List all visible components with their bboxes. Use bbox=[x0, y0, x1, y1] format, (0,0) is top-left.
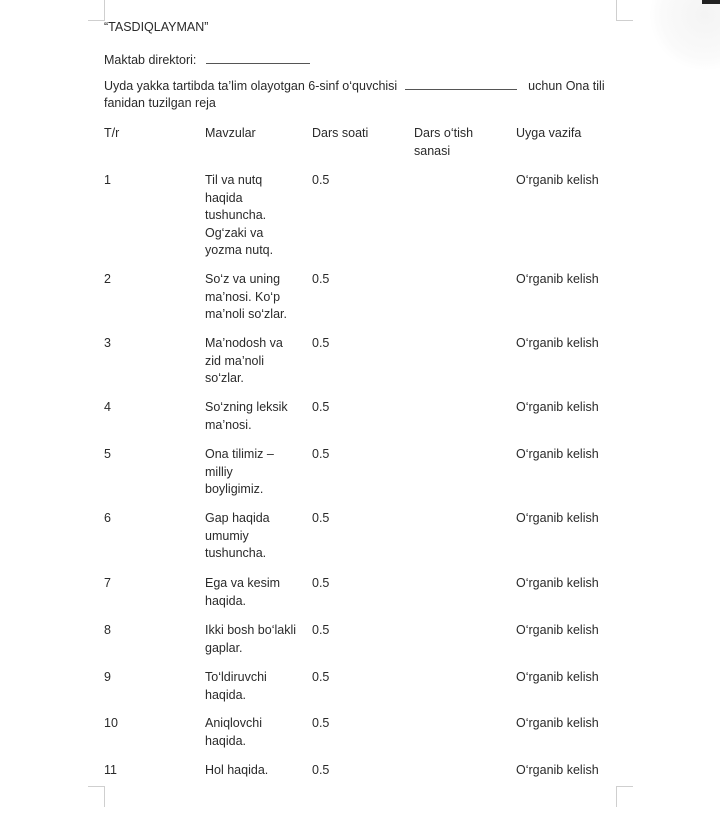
row-number: 6 bbox=[104, 511, 111, 525]
row-hours: 0.5 bbox=[312, 336, 330, 350]
student-name-blank bbox=[405, 77, 517, 90]
row-homework: O‘rganib kelish bbox=[516, 272, 599, 286]
row-hours: 0.5 bbox=[312, 576, 330, 590]
crop-mark-bottom-left bbox=[88, 786, 105, 807]
row-hours: 0.5 bbox=[312, 670, 330, 684]
row-homework: O‘rganib kelish bbox=[516, 763, 599, 777]
row-homework: O‘rganib kelish bbox=[516, 336, 599, 350]
row-homework: O‘rganib kelish bbox=[516, 447, 599, 461]
intro-paragraph bbox=[104, 77, 624, 112]
column-header-hours: Dars soati bbox=[312, 126, 369, 140]
row-number: 3 bbox=[104, 336, 111, 350]
row-number: 5 bbox=[104, 447, 111, 461]
row-hours: 0.5 bbox=[312, 447, 330, 461]
row-hours: 0.5 bbox=[312, 173, 330, 187]
row-topic: Til va nutq haqida tushuncha. Og‘zaki va yozma nutq. bbox=[205, 173, 274, 257]
column-header-number: T/r bbox=[104, 126, 120, 140]
row-topic: Ega va kesim haqida. bbox=[205, 576, 281, 608]
row-number: 8 bbox=[104, 623, 111, 637]
row-topic: Gap haqida umumiy tushuncha. bbox=[205, 511, 270, 560]
row-hours: 0.5 bbox=[312, 511, 330, 525]
row-number: 10 bbox=[104, 716, 118, 730]
row-homework: O‘rganib kelish bbox=[516, 670, 599, 684]
row-topic: To‘ldiruvchi haqida. bbox=[205, 670, 267, 702]
row-homework: O‘rganib kelish bbox=[516, 511, 599, 525]
row-number: 11 bbox=[104, 763, 117, 777]
row-number: 4 bbox=[104, 400, 111, 414]
crop-mark-top-right bbox=[616, 0, 633, 21]
row-homework: O‘rganib kelish bbox=[516, 400, 599, 414]
crop-mark-bottom-right bbox=[616, 786, 633, 807]
column-header-topic: Mavzular bbox=[205, 126, 256, 140]
intro-text-end: uchun Ona tili bbox=[528, 79, 605, 93]
page-curl-shadow bbox=[650, 0, 720, 70]
intro-text-line2: fanidan tuzilgan reja bbox=[104, 96, 216, 110]
row-number: 7 bbox=[104, 576, 111, 590]
row-homework: O‘rganib kelish bbox=[516, 576, 599, 590]
corner-bar bbox=[702, 0, 720, 4]
director-label: Maktab direktori: bbox=[104, 53, 197, 67]
row-topic: So‘zning leksik ma’nosi. bbox=[205, 400, 288, 432]
row-number: 1 bbox=[104, 173, 111, 187]
column-header-date: Dars o‘tish sanasi bbox=[414, 126, 474, 158]
row-topic: Ona tilimiz – milliy boyligimiz. bbox=[205, 447, 274, 496]
row-homework: O‘rganib kelish bbox=[516, 623, 599, 637]
row-homework: O‘rganib kelish bbox=[516, 716, 599, 730]
row-hours: 0.5 bbox=[312, 716, 330, 730]
row-hours: 0.5 bbox=[312, 272, 330, 286]
crop-mark-top-left bbox=[88, 0, 105, 21]
intro-text-start: Uyda yakka tartibda ta’lim olayotgan 6-sinf o‘quvchisi bbox=[104, 79, 398, 93]
row-number: 2 bbox=[104, 272, 111, 286]
row-hours: 0.5 bbox=[312, 763, 330, 777]
row-number: 9 bbox=[104, 670, 111, 684]
row-homework: O‘rganib kelish bbox=[516, 173, 599, 187]
row-topic: Ikki bosh bo‘lakli gaplar. bbox=[205, 623, 297, 655]
row-topic: Hol haqida. bbox=[205, 763, 269, 777]
row-hours: 0.5 bbox=[312, 623, 330, 637]
row-topic: Ma’nodosh va zid ma’noli so‘zlar. bbox=[205, 336, 283, 385]
row-topic: So‘z va uning ma’nosi. Ko‘p ma’noli so‘zlar. bbox=[205, 272, 287, 321]
approval-heading: “TASDIQLAYMAN” bbox=[104, 20, 209, 34]
column-header-homework: Uyga vazifa bbox=[516, 126, 582, 140]
row-hours: 0.5 bbox=[312, 400, 330, 414]
director-line bbox=[104, 51, 310, 69]
row-topic: Aniqlovchi haqida. bbox=[205, 716, 262, 748]
director-signature-blank bbox=[206, 51, 310, 64]
